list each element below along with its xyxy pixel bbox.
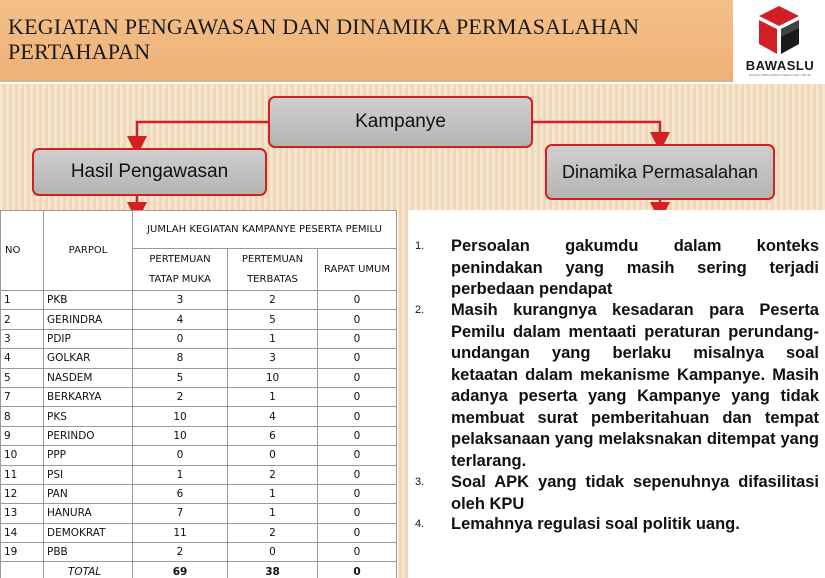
limited-meeting-count: 0 <box>228 446 318 465</box>
face-to-face-count: 6 <box>133 484 228 503</box>
row-number: 12 <box>1 484 44 503</box>
table-row <box>1 368 397 387</box>
face-to-face-count: 10 <box>133 426 228 445</box>
header-face-to-face: PERTEMUAN TATAP MUKA <box>133 249 228 291</box>
limited-meeting-count: 0 <box>228 543 318 562</box>
public-rally-count: 0 <box>318 523 397 542</box>
party-name: PDIP <box>44 329 133 348</box>
limited-meeting-count: 3 <box>228 349 318 368</box>
party-name: PSI <box>44 465 133 484</box>
party-name: PERINDO <box>44 426 133 445</box>
problem-number: 3. <box>415 476 425 488</box>
limited-meeting-count: 10 <box>228 368 318 387</box>
limited-meeting-count: 5 <box>228 310 318 329</box>
limited-meeting-count: 2 <box>228 465 318 484</box>
party-name: PKS <box>44 407 133 426</box>
table-total-row <box>1 562 397 578</box>
row-number: 2 <box>1 310 44 329</box>
face-to-face-count: 2 <box>133 387 228 406</box>
table-row <box>1 407 397 426</box>
face-to-face-count: 0 <box>133 446 228 465</box>
row-number: 3 <box>1 329 44 348</box>
face-to-face-count: 11 <box>133 523 228 542</box>
table-row <box>1 465 397 484</box>
header-party: PARPOL <box>44 211 133 291</box>
row-number: 19 <box>1 543 44 562</box>
party-name: PAN <box>44 484 133 503</box>
limited-meeting-count: 4 <box>228 407 318 426</box>
face-to-face-count: 10 <box>133 407 228 426</box>
header-limited-meeting: PERTEMUAN TERBATAS <box>228 249 318 291</box>
party-activity-table-container <box>0 210 398 578</box>
table-row <box>1 426 397 445</box>
problem-text: Masih kurangnya kesadaran para Peserta Pemilu dalam mentaati peraturan perundang-undangan yang berlaku misalnya soal ketaatan dalam mekanisme Kampanye. Masih adanya peserta yang Kampanye yang tidak membuat surat pemberitahuan dan tempat pelaksanaan yang melaksnakan ditempat yang terlarang. <box>451 301 819 470</box>
face-to-face-count: 3 <box>133 291 228 310</box>
problem-number: 4. <box>415 518 425 530</box>
public-rally-count: 0 <box>318 329 397 348</box>
party-name: GOLKAR <box>44 349 133 368</box>
row-number: 14 <box>1 523 44 542</box>
row-number: 1 <box>1 291 44 310</box>
total-public-rally: 0 <box>318 562 397 578</box>
problem-text: Soal APK yang tidak sepenuhnya difasilitasi oleh KPU <box>451 473 819 513</box>
problem-text: Lemahnya regulasi soal politik uang. <box>451 515 740 533</box>
header-no: NO <box>1 211 44 291</box>
public-rally-count: 0 <box>318 407 397 426</box>
face-to-face-count: 0 <box>133 329 228 348</box>
connector-to-hasil <box>137 122 268 146</box>
table-row <box>1 291 397 310</box>
party-name: DEMOKRAT <box>44 523 133 542</box>
row-number: 10 <box>1 446 44 465</box>
total-limited-meeting: 38 <box>228 562 318 578</box>
logo-wordmark: BAWASLU <box>745 58 815 73</box>
connector-to-dinamika <box>533 122 660 142</box>
party-activity-table <box>0 210 397 578</box>
table-row <box>1 543 397 562</box>
table-row <box>1 349 397 368</box>
limited-meeting-count: 6 <box>228 426 318 445</box>
public-rally-count: 0 <box>318 426 397 445</box>
row-number: 7 <box>1 387 44 406</box>
public-rally-count: 0 <box>318 387 397 406</box>
limited-meeting-count: 2 <box>228 291 318 310</box>
party-name: GERINDRA <box>44 310 133 329</box>
table-row <box>1 484 397 503</box>
table-row <box>1 310 397 329</box>
row-number: 8 <box>1 407 44 426</box>
public-rally-count: 0 <box>318 368 397 387</box>
node-hasil-pengawasan: Hasil Pengawasan <box>32 148 267 196</box>
public-rally-count: 0 <box>318 349 397 368</box>
public-rally-count: 0 <box>318 446 397 465</box>
total-empty-cell <box>1 562 44 578</box>
party-name: PKB <box>44 291 133 310</box>
row-number: 11 <box>1 465 44 484</box>
limited-meeting-count: 1 <box>228 329 318 348</box>
row-number: 13 <box>1 504 44 523</box>
limited-meeting-count: 1 <box>228 387 318 406</box>
public-rally-count: 0 <box>318 504 397 523</box>
total-label: TOTAL <box>44 562 133 578</box>
party-name: NASDEM <box>44 368 133 387</box>
public-rally-count: 0 <box>318 291 397 310</box>
limited-meeting-count: 1 <box>228 484 318 503</box>
problem-number: 2. <box>415 304 425 316</box>
node-kampanye: Kampanye <box>268 96 533 148</box>
node-dinamika-permasalahan: Dinamika Permasalahan <box>545 144 775 200</box>
face-to-face-count: 4 <box>133 310 228 329</box>
public-rally-count: 0 <box>318 543 397 562</box>
party-name: BERKARYA <box>44 387 133 406</box>
logo-tagline: BADAN PENGAWAS PEMILIHAN UMUM <box>749 73 811 77</box>
table-body <box>1 291 397 578</box>
party-name: PPP <box>44 446 133 465</box>
table-row <box>1 387 397 406</box>
total-face-to-face: 69 <box>133 562 228 578</box>
problem-number: 1. <box>415 240 425 252</box>
row-number: 5 <box>1 368 44 387</box>
face-to-face-count: 7 <box>133 504 228 523</box>
face-to-face-count: 8 <box>133 349 228 368</box>
header-activity-group: JUMLAH KEGIATAN KAMPANYE PESERTA PEMILU <box>133 211 397 249</box>
problems-panel <box>408 210 825 578</box>
table-row <box>1 504 397 523</box>
table-row <box>1 446 397 465</box>
party-name: HANURA <box>44 504 133 523</box>
row-number: 4 <box>1 349 44 368</box>
table-row <box>1 329 397 348</box>
problem-text: Persoalan gakumdu dalam konteks penindakan yang masih sering terjadi perbedaan pendapat <box>451 237 819 298</box>
table-row <box>1 523 397 542</box>
party-name: PBB <box>44 543 133 562</box>
limited-meeting-count: 1 <box>228 504 318 523</box>
header-public-rally: RAPAT UMUM <box>318 249 397 291</box>
row-number: 9 <box>1 426 44 445</box>
public-rally-count: 0 <box>318 484 397 503</box>
face-to-face-count: 1 <box>133 465 228 484</box>
face-to-face-count: 5 <box>133 368 228 387</box>
limited-meeting-count: 2 <box>228 523 318 542</box>
public-rally-count: 0 <box>318 310 397 329</box>
face-to-face-count: 2 <box>133 543 228 562</box>
public-rally-count: 0 <box>318 465 397 484</box>
slide-title: KEGIATAN PENGAWASAN DAN DINAMIKA PERMASALAHAN PERTAHAPAN <box>8 14 640 64</box>
